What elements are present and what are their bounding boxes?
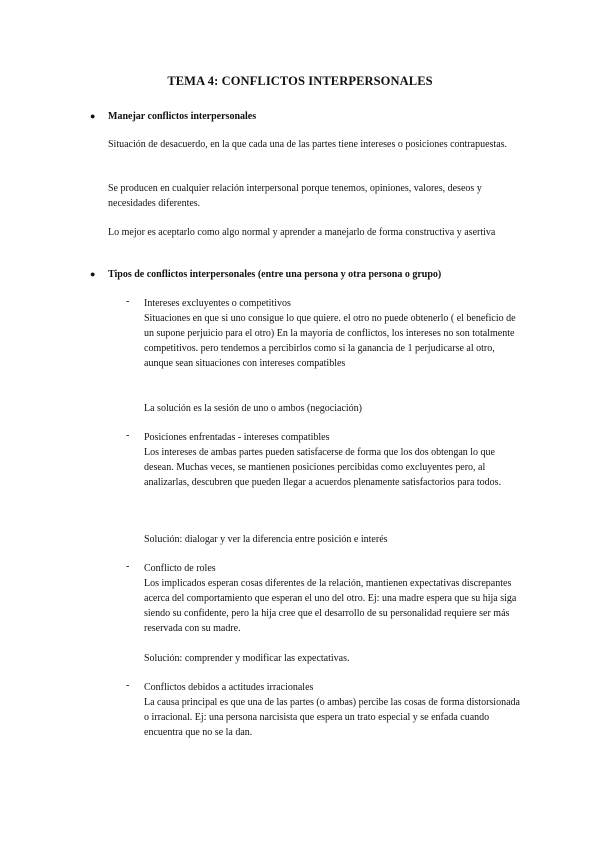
- list-item-body: La causa principal es que una de las partes (o ambas) percibe las cosas de forma distorsionada o irracional. Ej: una persona narcisista que espera un trato especial y se enfada cuando encuentra que no se la dan.: [144, 697, 520, 738]
- list-item-heading: Conflicto de roles: [144, 563, 216, 574]
- paragraph-aceptar: Lo mejor es aceptarlo como algo normal y aprender a manejarlo de forma constructiva y asertiva: [108, 227, 496, 238]
- paragraph-causas: Se producen en cualquier relación interpersonal porque tenemos, opiniones, valores, deseos y necesidades diferentes.: [108, 183, 482, 209]
- list-item-body: Situaciones en que si uno consigue lo que quiere. el otro no puede obtenerlo ( el beneficio de un supone perjuicio para el otro) En la mayoría de conflictos, los intereses no son totalmente competitivos. pero tendemos a percibirlos como si la ganancia de 1 perjudicarse al otro, aunque sean situaciones con intereses compatibles: [144, 313, 516, 369]
- list-item-heading: Posiciones enfrentadas - intereses compatibles: [144, 432, 330, 443]
- list-item-body: Los intereses de ambas partes pueden satisfacerse de forma que los dos obtengan lo que desean. Muchas veces, se mantienen posiciones percibidas como excluyentes pero, al analizarlas, descubren que pueden llegar a acuerdos plenamente satisfactorios para todos.: [144, 447, 502, 488]
- paragraph-definicion: Situación de desacuerdo, en la que cada una de las partes tiene intereses o posiciones contrapuestas.: [108, 139, 508, 150]
- dash-marker: -: [126, 430, 130, 441]
- dash-marker: -: [126, 296, 130, 307]
- page-title: TEMA 4: CONFLICTOS INTERPERSONALES: [167, 74, 433, 88]
- list-item-solution: La solución es la sesión de uno o ambos (negociación): [144, 403, 362, 414]
- list-item-heading: Intereses excluyentes o competitivos: [144, 298, 291, 309]
- list-item-heading: Conflictos debidos a actitudes irracionales: [144, 682, 314, 693]
- list-item-body: Los implicados esperan cosas diferentes de la relación, mantienen expectativas discrepantes acerca del comportamiento que esperan el uno del otro. Ej: una madre espera que su hija siga siendo su confidente, pero la hija cree que el desarrollo de su personalidad requiere ser más reservada con su madre.: [144, 578, 517, 634]
- dash-marker: -: [126, 680, 130, 691]
- bullet-dot-icon: ●: [90, 269, 96, 279]
- bullet-dot-icon: ●: [90, 111, 96, 121]
- list-item-solution: Solución: comprender y modificar las expectativas.: [144, 653, 350, 664]
- section-heading-text: Manejar conflictos interpersonales: [108, 111, 257, 122]
- section-heading-text: Tipos de conflictos interpersonales (entre una persona y otra persona o grupo): [108, 269, 442, 280]
- list-item-solution: Solución: dialogar y ver la diferencia entre posición e interés: [144, 534, 388, 545]
- dash-marker: -: [126, 561, 130, 572]
